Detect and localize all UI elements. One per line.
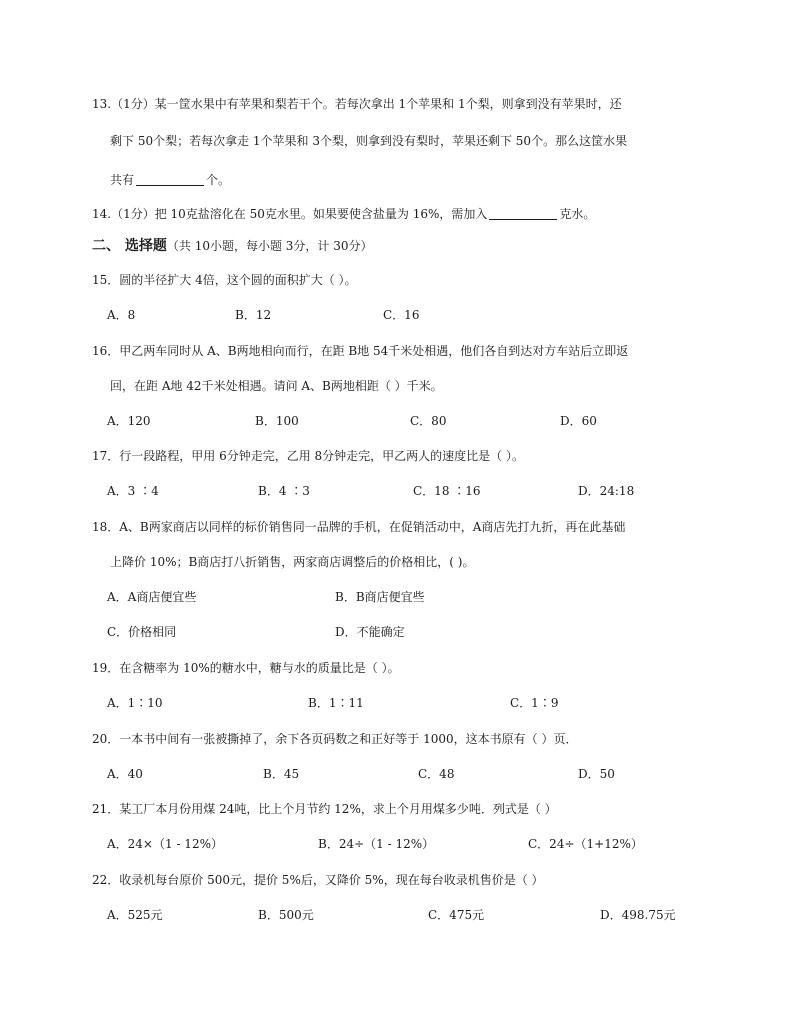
q16-line2: 回，在距 A地 42千米处相遇。请问 A、B两地相距（ ）千米。: [110, 379, 443, 393]
section-2-note: （共 10小题，每小题 3分，计 30分）: [166, 239, 373, 253]
q16-option-c[interactable]: C．80: [410, 414, 447, 428]
q17-option-d[interactable]: D．24:18: [578, 484, 635, 498]
q13-text-a: 共有: [110, 173, 135, 187]
q19-option-b[interactable]: B．1∶11: [308, 696, 364, 710]
q20-option-a[interactable]: A．40: [107, 767, 143, 781]
q22-option-b[interactable]: B．500元: [258, 908, 314, 922]
q17-option-b[interactable]: B．4 ∶3: [258, 484, 310, 498]
section-2-title: 二、 选择题: [92, 238, 167, 254]
q14-text-b: 克水。: [559, 207, 596, 221]
q17-option-c[interactable]: C．18 ∶16: [413, 484, 481, 498]
q19-option-a[interactable]: A．1∶10: [107, 696, 163, 710]
q18-option-a[interactable]: A．A商店便宜些: [107, 590, 197, 604]
q18-option-b[interactable]: B．B商店便宜些: [335, 590, 425, 604]
q13-line3: [110, 172, 230, 188]
q14-answer-blank[interactable]: [489, 207, 557, 220]
q18-option-d[interactable]: D．不能确定: [335, 625, 405, 639]
q20-option-b[interactable]: B．45: [263, 767, 300, 781]
q16-line1: 16．甲乙两车同时从 A、B两地相向而行，在距 B地 54千米处相遇，他们各自到达对方车站后立即返: [92, 344, 629, 358]
q16-option-a[interactable]: A．120: [107, 414, 151, 428]
q16-option-b[interactable]: B．100: [255, 414, 299, 428]
q19-stem: 19．在含糖率为 10%的糖水中，糖与水的质量比是（ ）。: [92, 661, 400, 675]
q14-text-a: 14.（1分）把 10克盐溶化在 50克水里。如果要使含盐量为 16%，需加入: [92, 207, 488, 221]
q16-option-d[interactable]: D．60: [560, 414, 597, 428]
q21-option-a[interactable]: A．24×（1 - 12%）: [107, 837, 223, 851]
q21-stem: 21．某工厂本月份用煤 24吨，比上个月节约 12%，求上个月用煤多少吨．列式是（ ）: [92, 802, 557, 816]
section-2-heading: [92, 238, 373, 255]
q13-answer-blank[interactable]: [136, 173, 204, 186]
q13-line1: 13.（1分）某一筐水果中有苹果和梨若干个。若每次拿出 1个苹果和 1个梨，则拿到没有苹果时，还: [92, 97, 622, 111]
q15-option-a[interactable]: A．8: [107, 308, 136, 322]
q15-stem: 15．圆的半径扩大 4倍，这个圆的面积扩大（ ）。: [92, 273, 357, 287]
q13-text-b: 个。: [206, 173, 231, 187]
q21-option-c[interactable]: C．24÷（1+12%）: [528, 837, 643, 851]
q19-option-c[interactable]: C．1∶9: [510, 696, 559, 710]
q17-stem: 17．行一段路程，甲用 6分钟走完，乙用 8分钟走完，甲乙两人的速度比是（ ）。: [92, 449, 524, 463]
q18-option-c[interactable]: C．价格相同: [107, 625, 177, 639]
q21-option-b[interactable]: B．24÷（1 - 12%）: [318, 837, 435, 851]
q20-option-d[interactable]: D．50: [578, 767, 615, 781]
q13-line2: 剩下 50个梨；若每次拿走 1个苹果和 3个梨，则拿到没有梨时，苹果还剩下 50个。那么这筐水果: [110, 134, 628, 148]
q22-stem: 22．收录机每台原价 500元，提价 5%后，又降价 5%，现在每台收录机售价是（ ）: [92, 873, 544, 887]
q18-line2: 上降价 10%；B商店打八折销售，两家商店调整后的价格相比，( )。: [110, 555, 475, 569]
q22-option-a[interactable]: A．525元: [107, 908, 163, 922]
q20-stem: 20．一本书中间有一张被撕掉了，余下各页码数之和正好等于 1000，这本书原有（ ）页．: [92, 732, 578, 746]
q15-option-b[interactable]: B．12: [235, 308, 272, 322]
q17-option-a[interactable]: A．3 ∶4: [107, 484, 159, 498]
q22-option-c[interactable]: C．475元: [428, 908, 485, 922]
q20-option-c[interactable]: C．48: [418, 767, 455, 781]
q22-option-d[interactable]: D．498.75元: [600, 908, 676, 922]
q14-line: [92, 206, 595, 222]
q15-option-c[interactable]: C．16: [383, 308, 420, 322]
q18-line1: 18．A、B两家商店以同样的标价销售同一品牌的手机，在促销活动中，A商店先打九折，再在此基础: [92, 520, 626, 534]
